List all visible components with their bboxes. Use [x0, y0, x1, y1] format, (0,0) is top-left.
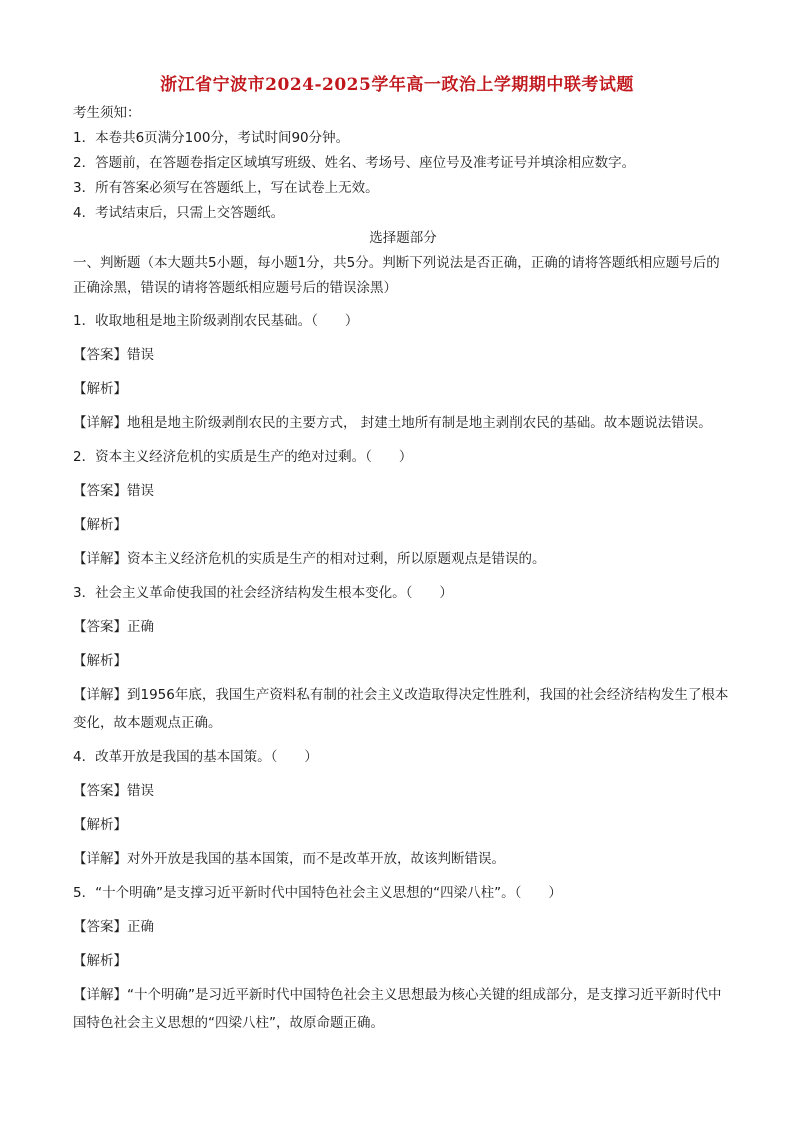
answer-value: 错误	[127, 347, 154, 363]
detail-label: 【详解】	[73, 987, 127, 1003]
section-label: 选择题部分	[369, 230, 437, 246]
document-body	[73, 101, 733, 1037]
answer-label: 【答案】	[73, 783, 127, 799]
analysis-label: 【解析】	[73, 817, 127, 833]
detail-row	[73, 981, 733, 1037]
analysis-label: 【解析】	[73, 381, 127, 397]
detail-label: 【详解】	[73, 851, 127, 867]
page-title: 浙江省宁波市2024-2025学年高一政治上学期期中联考试题	[160, 75, 634, 95]
detail-text: 对外开放是我国的基本国策，而不是改革开放，故该判断错误。	[127, 851, 505, 867]
detail-row	[73, 845, 733, 873]
question-text: 3．社会主义革命使我国的社会经济结构发生根本变化。（ ）	[73, 585, 453, 601]
answer-row	[73, 477, 733, 505]
detail-text: 到1956年底，我国生产资料私有制的社会主义改造取得决定性胜利，我国的社会经济结构发生了根本变化，故本题观点正确。	[73, 687, 729, 731]
answer-row	[73, 777, 733, 805]
answer-value: 错误	[127, 783, 154, 799]
notice-item: 2．答题前，在答题卷指定区域填写班级、姓名、考场号、座位号及准考证号并填涂相应数字。	[73, 155, 636, 171]
answer-label: 【答案】	[73, 919, 127, 935]
detail-label: 【详解】	[73, 551, 127, 567]
answer-label: 【答案】	[73, 483, 127, 499]
answer-label: 【答案】	[73, 619, 127, 635]
notice-heading: 考生须知：	[73, 105, 141, 121]
notice-item: 3．所有答案必须写在答题纸上，写在试卷上无效。	[73, 180, 379, 196]
part-heading: 一、判断题（本大题共5小题，每小题1分，共5分。判断下列说法是否正确，正确的请将答题纸相应题号后的正确涂黑，错误的请将答题纸相应题号后的错误涂黑）	[73, 255, 720, 296]
analysis-label: 【解析】	[73, 517, 127, 533]
answer-row	[73, 341, 733, 369]
question-text: 5．“十个明确”是支撑习近平新时代中国特色社会主义思想的“四梁八柱”。（ ）	[73, 885, 562, 901]
detail-text: 资本主义经济危机的实质是生产的相对过剩，所以原题观点是错误的。	[127, 551, 546, 567]
detail-row	[73, 545, 733, 573]
question-text: 2．资本主义经济危机的实质是生产的绝对过剩。（ ）	[73, 449, 413, 465]
answer-row	[73, 913, 733, 941]
analysis-label: 【解析】	[73, 953, 127, 969]
answer-value: 错误	[127, 483, 154, 499]
answer-row	[73, 613, 733, 641]
question-text: 1．收取地租是地主阶级剥削农民基础。（ ）	[73, 313, 359, 329]
answer-label: 【答案】	[73, 347, 127, 363]
detail-text: “十个明确”是习近平新时代中国特色社会主义思想最为核心关键的组成部分，是支撑习近平新时代中国特色社会主义思想的“四梁八柱”，故原命题正确。	[73, 987, 722, 1031]
answer-value: 正确	[127, 919, 154, 935]
detail-text: 地租是地主阶级剥削农民的主要方式， 封建土地所有制是地主剥削农民的基础。故本题说法错误。	[127, 415, 712, 431]
detail-label: 【详解】	[73, 415, 127, 431]
detail-row	[73, 681, 733, 737]
detail-label: 【详解】	[73, 687, 127, 703]
analysis-label: 【解析】	[73, 653, 127, 669]
detail-row	[73, 409, 733, 437]
question-text: 4．改革开放是我国的基本国策。（ ）	[73, 749, 318, 765]
notice-item: 1．本卷共6页满分100分，考试时间90分钟。	[73, 130, 350, 146]
notice-item: 4．考试结束后，只需上交答题纸。	[73, 205, 285, 221]
answer-value: 正确	[127, 619, 154, 635]
